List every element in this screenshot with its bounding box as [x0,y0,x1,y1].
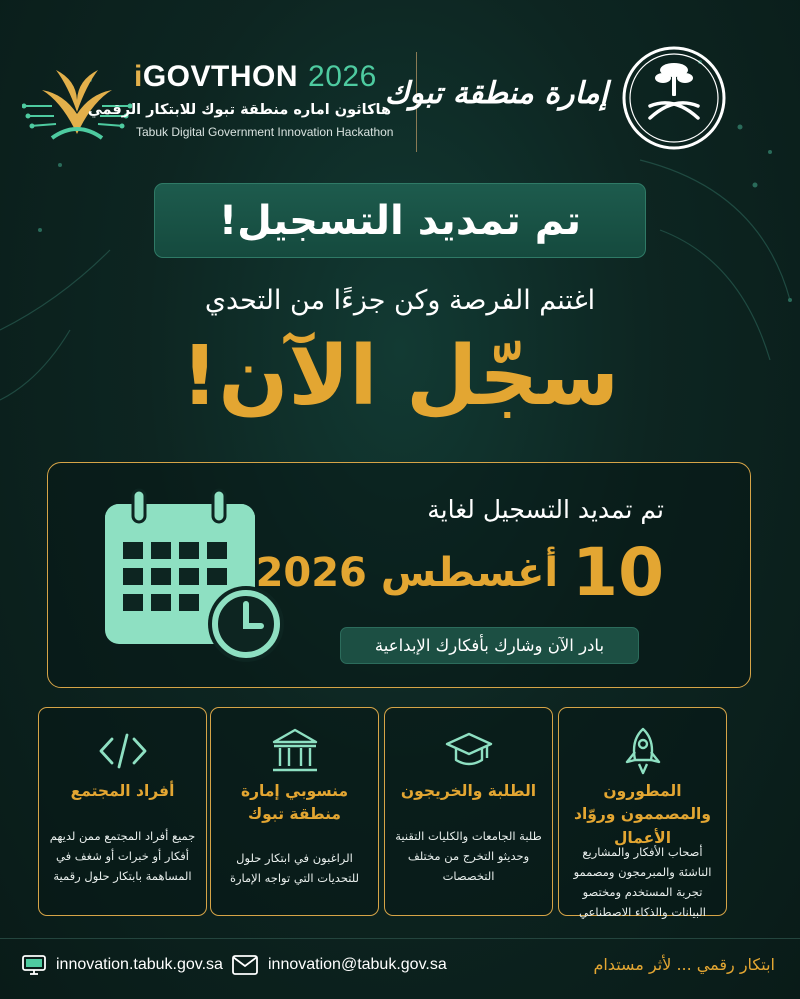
deadline-month: أغسطس [380,550,559,596]
participate-cta-badge [340,627,639,664]
graduation-cap-icon [444,726,494,776]
deadline-year: 2026 [255,550,367,596]
deadline-intro: تم تمديد التسجيل لغاية [427,495,664,524]
audience-title: الطلبة والخريجون [400,782,537,800]
audience-description: طلبة الجامعات والكليات التقنية وحديثو التخرج من مختلف التخصصات [395,829,542,884]
audience-card-community [38,707,207,916]
email-link[interactable]: innovation@tabuk.gov.sa [268,956,447,973]
rocket-icon [621,726,665,776]
saudi-emblem-icon [622,46,726,150]
registration-extended-banner [154,183,646,258]
audience-title: المطورون والمصممون وروّاد الأعمال [573,782,712,847]
participate-cta-text: بادر الآن وشارك بأفكارك الإبداعية [374,636,605,655]
deadline-date [255,534,664,611]
audience-description: أصحاب الأفكار والمشاريع الناشئة والمبرمجون ومصممو تجربة المستخدم ومختصو البيانات والذكاء الاصطناعي [573,845,712,920]
audience-description: جميع أفراد المجتمع ممن لديهم أفكار أو خبرات أو شغف في المساهمة بابتكار حلول رقمية [49,829,196,884]
register-now-heading: سجّل الآن! [180,329,620,424]
audience-title: أفراد المجتمع [70,782,175,800]
monitor-icon [22,953,46,977]
registration-extended-text: تم تمديد التسجيل! [218,197,582,244]
tabuk-emirate-wordmark: إمارة منطقة تبوك [384,76,608,111]
brand-english-subtitle: Tabuk Digital Government Innovation Hackathon [136,125,394,139]
brand-title: iGOVTHON 2026 [134,60,377,93]
envelope-icon [232,955,258,975]
deadline-day: 10 [572,534,664,611]
website-link[interactable]: innovation.tabuk.gov.sa [56,956,223,973]
audience-card-students [384,707,553,916]
government-building-icon [270,726,320,776]
code-icon [98,726,148,776]
audience-description: الراغبون في ابتكار حلول للتحديات التي تواجه الإمارة [229,851,360,886]
challenge-subline: اغتنم الفرصة وكن جزءًا من التحدي [204,285,596,316]
brand-arabic-subtitle: هاكاثون اماره منطقة تبوك للابتكار الرقمي [87,102,391,118]
audience-card-emirate-staff [210,707,379,916]
footer-divider [0,938,800,939]
footer-tagline: ابتكار رقمي ... لأثر مستدام [593,955,775,974]
audience-card-developers [558,707,727,920]
audience-title: منسوبي إمارة منطقة تبوك [240,782,349,824]
